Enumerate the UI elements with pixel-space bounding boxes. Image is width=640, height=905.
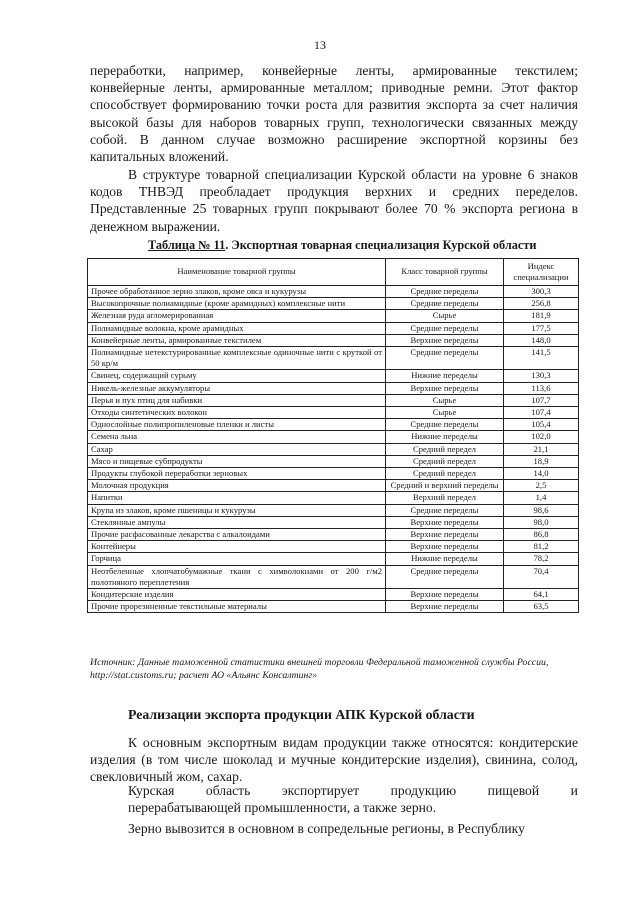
table-row: [88, 298, 579, 310]
group-class-cell: Верхние переделы: [386, 334, 504, 346]
group-class-cell: Средние переделы: [386, 347, 504, 370]
group-class-cell: Сырье: [386, 407, 504, 419]
table-row: [88, 529, 579, 541]
specialization-index-cell: 18,9: [504, 455, 579, 467]
group-name-cell: Мясо и пищевые субпродукты: [88, 455, 386, 467]
paragraph-4-word: область: [205, 783, 251, 798]
group-name-cell: Напитки: [88, 492, 386, 504]
group-class-cell: Средние переделы: [386, 419, 504, 431]
specialization-index-cell: 64,1: [504, 589, 579, 601]
table-row: [88, 322, 579, 334]
group-name-cell: Горчица: [88, 553, 386, 565]
table-row: [88, 407, 579, 419]
group-class-cell: Средние переделы: [386, 298, 504, 310]
table-row: [88, 334, 579, 346]
specialization-index-cell: 1,4: [504, 492, 579, 504]
group-name-cell: Свинец, содержащий сурьму: [88, 370, 386, 382]
table-body: [88, 286, 579, 613]
group-name-cell: Крупа из злаков, кроме пшеницы и кукурузы: [88, 504, 386, 516]
source-note: Источник: Данные таможенной статистики внешней торговли Федеральной таможенной службы России, http://stat.customs.ru; расчет АО «Альянс Консалтинг»: [90, 657, 549, 682]
group-name-cell: Конвейерные ленты, армированные текстилем: [88, 334, 386, 346]
paragraph-2: В структуре товарной специализации Курской области на уровне 6 знаков кодов ТНВЭД преобладает продукция верхних и средних переделов. Представленные 25 товарных групп покрывают более 70 % экспорта региона в денежном выражении.: [90, 167, 578, 234]
group-name-cell: Прочие прорезиненные текстильные материалы: [88, 601, 386, 613]
group-name-cell: Прочие расфасованные лекарства с алкалоидами: [88, 529, 386, 541]
group-name-cell: Прочее обработанное зерно злаков, кроме овса и кукурузы: [88, 286, 386, 298]
group-name-cell: Полиамидные волокна, кроме арамидных: [88, 322, 386, 334]
group-name-cell: Продукты глубокой переработки зерновых: [88, 468, 386, 480]
group-class-cell: Средний передел: [386, 455, 504, 467]
group-class-cell: Сырье: [386, 310, 504, 322]
table-title: [148, 238, 588, 253]
paragraph-1: переработки, например, конвейерные ленты, армированные текстилем; конвейерные ленты, армированные металлом; приводные ремни. Этот фактор способствует формированию точки роста для развития экспорта за счет наличия высокой базы для наборов товарных групп, технологически связанных между собой. В данном случае возможно расширение экспортной корзины без капитальных вложений.: [90, 63, 578, 165]
specialization-index-cell: 21,1: [504, 443, 579, 455]
paragraph-4-rest: перерабатывающей промышленности, а также зерно.: [128, 800, 437, 816]
group-class-cell: Средние переделы: [386, 565, 504, 588]
specialization-index-cell: 102,0: [504, 431, 579, 443]
group-name-cell: Сахар: [88, 443, 386, 455]
group-class-cell: Нижние переделы: [386, 431, 504, 443]
table-row: [88, 601, 579, 613]
paragraph-3: К основным экспортным видам продукции также относятся: кондитерские изделия (в том числе шоколад и мучные кондитерские изделия), свинина, солод, свекловичный жом, сахар.: [90, 735, 578, 785]
group-name-cell: Железная руда агломерированная: [88, 310, 386, 322]
table-row: [88, 480, 579, 492]
group-name-cell: Полиамидные нетекстурированные комплексные одиночные нити с круткой от 50 кр/м: [88, 347, 386, 370]
table-row: [88, 419, 579, 431]
table-row: [88, 431, 579, 443]
paragraph-4-word: Курская: [128, 783, 175, 798]
group-class-cell: Сырье: [386, 394, 504, 406]
specialization-index-cell: 300,3: [504, 286, 579, 298]
table-row: [88, 443, 579, 455]
paragraph-4-word: экспортирует: [281, 783, 360, 798]
specialization-index-cell: 78,2: [504, 553, 579, 565]
specialization-index-cell: 70,4: [504, 565, 579, 588]
paragraph-4-word: и: [570, 783, 578, 798]
specialization-index-cell: 14,0: [504, 468, 579, 480]
table-row: [88, 286, 579, 298]
header-specialization-index: Индекс специализации: [504, 259, 579, 286]
group-name-cell: Семена льна: [88, 431, 386, 443]
specialization-index-cell: 113,6: [504, 382, 579, 394]
specialization-index-cell: 63,5: [504, 601, 579, 613]
table-row: [88, 541, 579, 553]
table-header-row: [88, 259, 579, 286]
group-name-cell: Неотбеленные хлопчатобумажные ткани с химволокнами от 200 г/м2 полотняного переплетения: [88, 565, 386, 588]
specialization-index-cell: 2,5: [504, 480, 579, 492]
group-class-cell: Верхние переделы: [386, 516, 504, 528]
specialization-index-cell: 177,5: [504, 322, 579, 334]
table-row: [88, 347, 579, 370]
table-title-number: Таблица № 11: [148, 238, 226, 252]
table-row: [88, 589, 579, 601]
specialization-index-cell: 181,9: [504, 310, 579, 322]
specialization-index-cell: 98,6: [504, 504, 579, 516]
table-row: [88, 382, 579, 394]
table-title-text: . Экспортная товарная специализация Курской области: [225, 238, 537, 252]
group-class-cell: Средний передел: [386, 468, 504, 480]
page-number: 13: [314, 38, 326, 52]
group-class-cell: Верхние переделы: [386, 529, 504, 541]
table-row: [88, 394, 579, 406]
table-row: [88, 455, 579, 467]
group-class-cell: Верхние переделы: [386, 589, 504, 601]
group-class-cell: Средние переделы: [386, 286, 504, 298]
group-class-cell: Средний передел: [386, 443, 504, 455]
header-group-class: Класс товарной группы: [386, 259, 504, 286]
group-class-cell: Верхний передел: [386, 492, 504, 504]
group-name-cell: Молочная продукция: [88, 480, 386, 492]
table-row: [88, 310, 579, 322]
group-class-cell: Средние переделы: [386, 504, 504, 516]
specialization-index-cell: 107,4: [504, 407, 579, 419]
specialization-index-cell: 141,5: [504, 347, 579, 370]
paragraph-4-word: продукцию: [390, 783, 457, 798]
specialization-index-cell: 107,7: [504, 394, 579, 406]
section-heading: Реализации экспорта продукции АПК Курской области: [128, 707, 475, 722]
group-class-cell: Нижние переделы: [386, 553, 504, 565]
group-class-cell: Верхние переделы: [386, 382, 504, 394]
table-row: [88, 370, 579, 382]
table-row: [88, 492, 579, 504]
group-class-cell: Верхние переделы: [386, 601, 504, 613]
export-specialization-table: [87, 258, 579, 613]
group-name-cell: Кондитерские изделия: [88, 589, 386, 601]
group-class-cell: Средний и верхний переделы: [386, 480, 504, 492]
table-row: [88, 553, 579, 565]
specialization-index-cell: 148,0: [504, 334, 579, 346]
header-group-name: Наименование товарной группы: [88, 259, 386, 286]
group-name-cell: Высокопрочные полиамидные (кроме арамидных) комплексные нити: [88, 298, 386, 310]
specialization-index-cell: 105,4: [504, 419, 579, 431]
specialization-index-cell: 130,3: [504, 370, 579, 382]
table-row: [88, 468, 579, 480]
paragraph-4-first-line: [90, 782, 578, 799]
group-name-cell: Контейнеры: [88, 541, 386, 553]
specialization-index-cell: 86,8: [504, 529, 579, 541]
specialization-index-cell: 98,0: [504, 516, 579, 528]
group-class-cell: Нижние переделы: [386, 370, 504, 382]
paragraph-5: Зерно вывозится в основном в сопредельные регионы, в Республику: [128, 821, 525, 836]
table-row: [88, 565, 579, 588]
paragraph-4-word: пищевой: [487, 783, 540, 798]
group-name-cell: Однослойные полипропиленовые пленки и листы: [88, 419, 386, 431]
specialization-index-cell: 256,8: [504, 298, 579, 310]
group-name-cell: Стеклянные ампулы: [88, 516, 386, 528]
group-name-cell: Отходы синтетических волокон: [88, 407, 386, 419]
group-name-cell: Перья и пух птиц для набивки: [88, 394, 386, 406]
group-name-cell: Никель-железные аккумуляторы: [88, 382, 386, 394]
group-class-cell: Верхние переделы: [386, 541, 504, 553]
specialization-index-cell: 81,2: [504, 541, 579, 553]
paragraph-4: [90, 782, 578, 816]
group-class-cell: Средние переделы: [386, 322, 504, 334]
table-row: [88, 504, 579, 516]
table-row: [88, 516, 579, 528]
